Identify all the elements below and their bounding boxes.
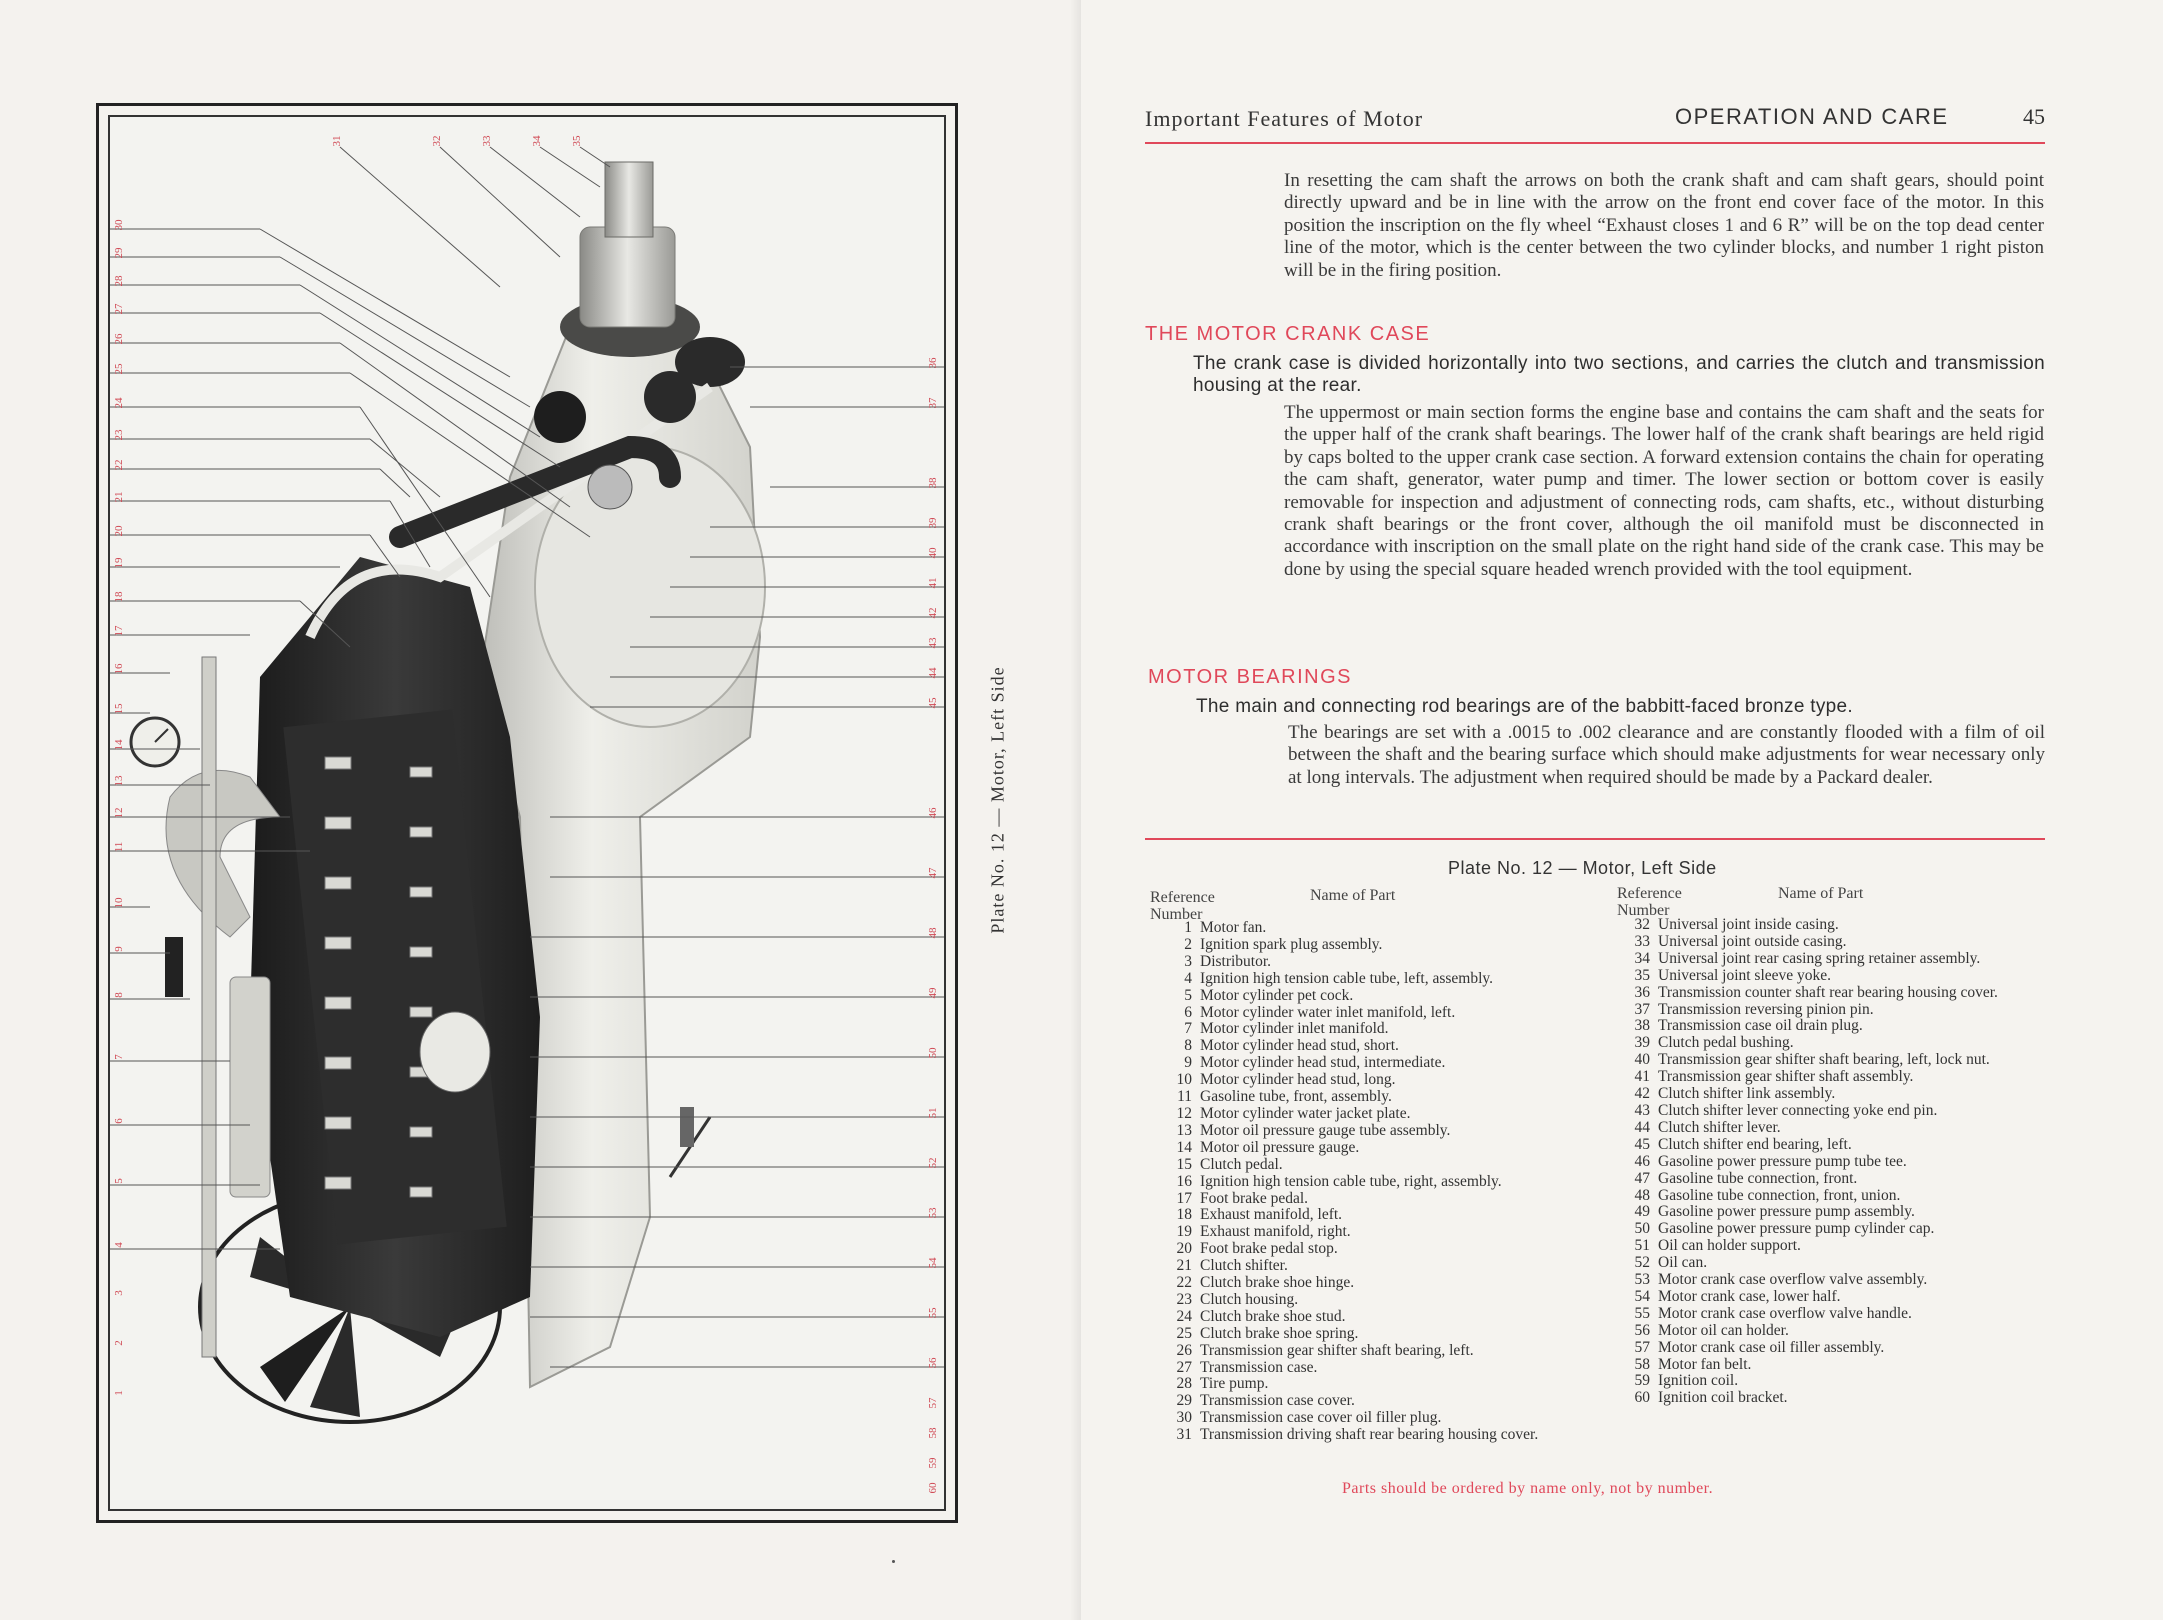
running-head-title: OPERATION AND CARE xyxy=(1675,104,1949,129)
part-reference-number: 55 xyxy=(1634,1304,1650,1322)
part-name: Clutch shifter lever connecting yoke end pin. xyxy=(1658,1101,1938,1119)
part-reference-number: 12 xyxy=(1176,1104,1192,1122)
parts-list-item xyxy=(1160,1376,1585,1393)
part-name: Gasoline power pressure pump tube tee. xyxy=(1658,1152,1907,1170)
callout-number: 38 xyxy=(927,477,939,489)
parts-list-item xyxy=(1618,1373,2050,1390)
callout-number: 49 xyxy=(927,987,939,999)
callout-number: 39 xyxy=(927,517,939,529)
part-reference-number: 37 xyxy=(1634,1000,1650,1018)
callout-number: 16 xyxy=(113,663,125,675)
part-name: Transmission counter shaft rear bearing housing cover. xyxy=(1658,983,1998,1001)
part-reference-number: 40 xyxy=(1634,1051,1650,1069)
part-reference-number: 46 xyxy=(1634,1152,1650,1170)
col-ref-label: Reference Number xyxy=(1617,885,1682,919)
col-head-name-left: Name of Part xyxy=(1310,887,1396,904)
part-reference-number: 34 xyxy=(1634,949,1650,967)
callout-number: 3 xyxy=(113,1290,125,1296)
part-reference-number: 32 xyxy=(1634,916,1650,933)
part-name: Universal joint sleeve yoke. xyxy=(1658,966,1832,984)
part-name: Gasoline tube connection, front, union. xyxy=(1658,1186,1901,1204)
callout-number: 57 xyxy=(927,1397,939,1409)
callout-number: 14 xyxy=(113,739,125,751)
part-name: Universal joint rear casing spring retainer assembly. xyxy=(1658,949,1981,967)
part-name: Motor cylinder head stud, short. xyxy=(1200,1037,1399,1055)
part-name: Ignition coil. xyxy=(1658,1372,1739,1390)
callout-number: 19 xyxy=(113,557,125,569)
parts-list-item xyxy=(1160,1072,1585,1089)
callout-number: 48 xyxy=(927,927,939,939)
left-page xyxy=(0,0,1081,1620)
callout-number: 15 xyxy=(113,703,125,715)
part-reference-number: 28 xyxy=(1176,1375,1192,1393)
part-name: Motor oil pressure gauge. xyxy=(1200,1138,1360,1156)
part-reference-number: 19 xyxy=(1176,1223,1192,1241)
parts-list-right xyxy=(1618,917,2050,1407)
col-head-name-right: Name of Part xyxy=(1778,885,1864,902)
parts-list-item xyxy=(1160,937,1585,954)
callout-number: 33 xyxy=(481,135,493,147)
col-ref-label: Reference Number xyxy=(1150,889,1215,923)
callout-number: 55 xyxy=(927,1307,939,1319)
callout-number: 6 xyxy=(113,1118,125,1124)
parts-list-item xyxy=(1618,968,2050,985)
parts-list-item xyxy=(1160,1275,1585,1292)
part-reference-number: 22 xyxy=(1176,1274,1192,1292)
callout-number: 40 xyxy=(927,547,939,559)
callout-number: 1 xyxy=(113,1390,125,1396)
part-name: Motor oil pressure gauge tube assembly. xyxy=(1200,1121,1451,1139)
callout-number: 50 xyxy=(927,1047,939,1059)
callout-number: 22 xyxy=(113,459,125,471)
parts-list-item xyxy=(1618,1323,2050,1340)
part-name: Ignition high tension cable tube, left, assembly. xyxy=(1200,969,1494,987)
parts-list-item xyxy=(1160,988,1585,1005)
part-reference-number: 16 xyxy=(1176,1172,1192,1190)
parts-list-item xyxy=(1160,1343,1585,1360)
parts-list-item xyxy=(1618,1255,2050,1272)
parts-list-item xyxy=(1160,1292,1585,1309)
parts-list-item xyxy=(1618,917,2050,934)
part-reference-number: 24 xyxy=(1176,1307,1192,1325)
part-name: Motor cylinder pet cock. xyxy=(1200,986,1354,1004)
part-name: Motor oil can holder. xyxy=(1658,1321,1789,1339)
running-head xyxy=(1145,102,2045,136)
part-name: Transmission case. xyxy=(1200,1358,1318,1376)
part-reference-number: 35 xyxy=(1634,966,1650,984)
plate-caption-text: Plate No. 12 — Motor, Left Side xyxy=(987,666,1008,934)
part-reference-number: 9 xyxy=(1184,1054,1192,1072)
part-name: Oil can. xyxy=(1658,1254,1708,1272)
part-name: Gasoline tube, front, assembly. xyxy=(1200,1088,1392,1106)
callout-number: 41 xyxy=(927,577,939,589)
parts-list-item xyxy=(1160,1140,1585,1157)
part-name: Transmission gear shifter shaft bearing, left, lock nut. xyxy=(1658,1051,1990,1069)
part-reference-number: 42 xyxy=(1634,1085,1650,1103)
callout-number: 52 xyxy=(927,1157,939,1169)
callout-number: 59 xyxy=(927,1457,939,1469)
part-name: Ignition spark plug assembly. xyxy=(1200,935,1383,953)
part-name: Ignition high tension cable tube, right, assembly. xyxy=(1200,1172,1502,1190)
part-reference-number: 25 xyxy=(1176,1324,1192,1342)
part-reference-number: 10 xyxy=(1176,1071,1192,1089)
parts-list-item xyxy=(1160,1174,1585,1191)
part-name: Clutch brake shoe spring. xyxy=(1200,1324,1359,1342)
callout-number: 13 xyxy=(113,775,125,787)
part-reference-number: 41 xyxy=(1634,1068,1650,1086)
parts-list-item xyxy=(1618,1035,2050,1052)
part-name: Motor crank case overflow valve assembly. xyxy=(1658,1271,1928,1289)
part-name: Clutch brake shoe stud. xyxy=(1200,1307,1346,1325)
part-reference-number: 45 xyxy=(1634,1135,1650,1153)
parts-list-item xyxy=(1618,1340,2050,1357)
part-reference-number: 43 xyxy=(1634,1101,1650,1119)
part-name: Transmission reversing pinion pin. xyxy=(1658,1000,1874,1018)
part-reference-number: 59 xyxy=(1634,1372,1650,1390)
part-name: Motor fan. xyxy=(1200,919,1267,936)
part-name: Motor crank case overflow valve handle. xyxy=(1658,1304,1912,1322)
parts-list-item xyxy=(1618,934,2050,951)
parts-list-item xyxy=(1618,985,2050,1002)
callout-number: 5 xyxy=(113,1178,125,1184)
part-reference-number: 15 xyxy=(1176,1155,1192,1173)
part-reference-number: 18 xyxy=(1176,1206,1192,1224)
callout-number: 44 xyxy=(927,667,939,679)
part-name: Clutch pedal. xyxy=(1200,1155,1283,1173)
part-name: Clutch shifter. xyxy=(1200,1257,1288,1275)
parts-list-item xyxy=(1618,1018,2050,1035)
callout-number: 36 xyxy=(927,357,939,369)
callout-number: 28 xyxy=(113,275,125,287)
part-name: Oil can holder support. xyxy=(1658,1237,1801,1255)
col-head-ref-right xyxy=(1617,885,1717,919)
parts-list-item xyxy=(1618,1154,2050,1171)
part-name: Clutch pedal bushing. xyxy=(1658,1034,1794,1052)
running-head-section: Important Features of Motor xyxy=(1145,106,1424,131)
callout-number: 60 xyxy=(927,1482,939,1494)
part-name: Clutch shifter lever. xyxy=(1658,1118,1781,1136)
part-reference-number: 49 xyxy=(1634,1203,1650,1221)
callout-number: 4 xyxy=(113,1242,125,1248)
callout-number: 11 xyxy=(113,841,125,853)
part-name: Exhaust manifold, right. xyxy=(1200,1223,1351,1241)
part-name: Gasoline power pressure pump assembly. xyxy=(1658,1203,1915,1221)
parts-list-item xyxy=(1618,1221,2050,1238)
part-name: Foot brake pedal stop. xyxy=(1200,1240,1338,1258)
parts-list-item xyxy=(1618,1204,2050,1221)
callout-number: 20 xyxy=(113,525,125,537)
parts-list-item xyxy=(1160,1410,1585,1427)
part-name: Clutch housing. xyxy=(1200,1290,1299,1308)
parts-list-item xyxy=(1160,1055,1585,1072)
parts-list-item xyxy=(1618,1137,2050,1154)
callout-number: 54 xyxy=(927,1257,939,1269)
part-reference-number: 17 xyxy=(1176,1189,1192,1207)
callout-number: 35 xyxy=(571,135,583,147)
parts-table-title: Plate No. 12 — Motor, Left Side xyxy=(1448,858,1717,878)
page-number: 45 xyxy=(2023,104,2045,129)
part-reference-number: 60 xyxy=(1634,1389,1650,1407)
part-name: Clutch shifter link assembly. xyxy=(1658,1085,1836,1103)
part-name: Motor cylinder head stud, intermediate. xyxy=(1200,1054,1446,1072)
crank-case-lead: The crank case is divided horizontally into two sections, and carries the clutch and transmission housing at the rear. xyxy=(1193,353,2045,396)
bearings-body: The bearings are set with a .0015 to .002 clearance and are constantly flooded with a film of oil between the shaft and the bearing surface which should make adjustments for wear necessary only at long intervals. The adjustment when required should be made by a Packard dealer. xyxy=(1288,722,2045,788)
parts-list-item xyxy=(1618,1052,2050,1069)
part-name: Gasoline tube connection, front. xyxy=(1658,1169,1858,1187)
part-reference-number: 38 xyxy=(1634,1017,1650,1035)
callout-number: 23 xyxy=(113,429,125,441)
callout-number: 10 xyxy=(113,897,125,909)
part-name: Motor cylinder water inlet manifold, left. xyxy=(1200,1003,1456,1021)
parts-list-item xyxy=(1618,1002,2050,1019)
parts-list-item xyxy=(1618,1188,2050,1205)
parts-list-item xyxy=(1160,1157,1585,1174)
parts-list-item xyxy=(1160,1106,1585,1123)
part-reference-number: 29 xyxy=(1176,1392,1192,1410)
part-reference-number: 31 xyxy=(1176,1426,1192,1444)
parts-list-item xyxy=(1618,1289,2050,1306)
parts-list-item xyxy=(1618,1086,2050,1103)
part-name: Universal joint inside casing. xyxy=(1658,916,1839,933)
part-reference-number: 48 xyxy=(1634,1186,1650,1204)
part-name: Universal joint outside casing. xyxy=(1658,932,1847,950)
part-name: Clutch brake shoe hinge. xyxy=(1200,1274,1355,1292)
part-name: Transmission case cover oil filler plug. xyxy=(1200,1409,1442,1427)
parts-list-item xyxy=(1160,1038,1585,1055)
part-reference-number: 36 xyxy=(1634,983,1650,1001)
part-reference-number: 6 xyxy=(1184,1003,1192,1021)
part-name: Motor crank case, lower half. xyxy=(1658,1287,1841,1305)
part-reference-number: 11 xyxy=(1177,1088,1192,1106)
parts-list-item xyxy=(1160,1326,1585,1343)
parts-list-item xyxy=(1160,920,1585,937)
plate-caption xyxy=(978,640,1018,960)
callout-number: 8 xyxy=(113,992,125,998)
parts-list-item xyxy=(1160,1309,1585,1326)
parts-footnote: Parts should be ordered by name only, not by number. xyxy=(1342,1480,1714,1497)
callout-number: 29 xyxy=(113,247,125,259)
parts-list-item xyxy=(1160,1089,1585,1106)
parts-list-item xyxy=(1160,954,1585,971)
part-reference-number: 27 xyxy=(1176,1358,1192,1376)
part-name: Motor fan belt. xyxy=(1658,1355,1752,1373)
callout-number: 24 xyxy=(113,397,125,409)
callout-number: 42 xyxy=(927,607,939,619)
intro-paragraph: In resetting the cam shaft the arrows on both the crank shaft and cam shaft gears, should point directly upward and be in line with the arrow on the front end cover face of the motor. In this position the inscription on the fly wheel “Exhaust closes 1 and 6 R” will be on the top dead center line of the motor, which is the center between the two cylinder blocks, and number 1 right piston will be in the firing position. xyxy=(1284,170,2044,281)
part-name: Ignition coil bracket. xyxy=(1658,1389,1788,1407)
callout-number: 32 xyxy=(431,135,443,147)
part-reference-number: 53 xyxy=(1634,1271,1650,1289)
parts-list-item xyxy=(1618,1306,2050,1323)
callout-number: 43 xyxy=(927,637,939,649)
parts-list-item xyxy=(1160,1191,1585,1208)
part-reference-number: 14 xyxy=(1176,1138,1192,1156)
parts-list-item xyxy=(1618,1120,2050,1137)
part-name: Transmission driving shaft rear bearing housing cover. xyxy=(1200,1426,1539,1444)
callout-number: 46 xyxy=(927,807,939,819)
parts-list-item xyxy=(1160,971,1585,988)
parts-list-item xyxy=(1618,1069,2050,1086)
callout-number: 37 xyxy=(927,397,939,409)
part-reference-number: 33 xyxy=(1634,932,1650,950)
plate-photo-frame xyxy=(108,115,946,1511)
part-reference-number: 52 xyxy=(1634,1254,1650,1272)
parts-list-item xyxy=(1618,1171,2050,1188)
section-rule xyxy=(1145,838,2045,840)
parts-list-item xyxy=(1160,1207,1585,1224)
part-reference-number: 20 xyxy=(1176,1240,1192,1258)
part-reference-number: 3 xyxy=(1184,952,1192,970)
callout-number: 2 xyxy=(113,1340,125,1346)
callout-number: 27 xyxy=(113,303,125,315)
part-name: Transmission gear shifter shaft bearing, left. xyxy=(1200,1341,1474,1359)
callout-number: 7 xyxy=(113,1054,125,1060)
part-reference-number: 21 xyxy=(1176,1257,1192,1275)
parts-list-item xyxy=(1160,1241,1585,1258)
part-name: Motor cylinder head stud, long. xyxy=(1200,1071,1396,1089)
motor-left-side-photo xyxy=(110,117,946,1511)
part-name: Gasoline power pressure pump cylinder cap. xyxy=(1658,1220,1935,1238)
part-reference-number: 58 xyxy=(1634,1355,1650,1373)
parts-list-item xyxy=(1160,1360,1585,1377)
callout-number: 53 xyxy=(927,1207,939,1219)
parts-list-item xyxy=(1618,1390,2050,1407)
part-name: Tire pump. xyxy=(1200,1375,1269,1393)
callout-number: 26 xyxy=(113,333,125,345)
part-reference-number: 23 xyxy=(1176,1290,1192,1308)
parts-list-item xyxy=(1160,1005,1585,1022)
part-reference-number: 4 xyxy=(1184,969,1192,987)
section-heading-crank-case: THE MOTOR CRANK CASE xyxy=(1145,323,1431,345)
callout-number: 47 xyxy=(927,867,939,879)
part-name: Motor crank case oil filler assembly. xyxy=(1658,1338,1885,1356)
part-reference-number: 13 xyxy=(1176,1121,1192,1139)
callout-number: 21 xyxy=(113,491,125,503)
part-reference-number: 51 xyxy=(1634,1237,1650,1255)
parts-list-item xyxy=(1160,1224,1585,1241)
part-name: Transmission gear shifter shaft assembly. xyxy=(1658,1068,1914,1086)
col-head-ref-left xyxy=(1150,889,1250,923)
parts-list-item xyxy=(1618,1357,2050,1374)
part-reference-number: 54 xyxy=(1634,1287,1650,1305)
parts-list-item xyxy=(1160,1021,1585,1038)
callout-number: 51 xyxy=(927,1107,939,1119)
callout-number: 9 xyxy=(113,946,125,952)
part-reference-number: 56 xyxy=(1634,1321,1650,1339)
parts-list-item xyxy=(1618,1103,2050,1120)
parts-list-item xyxy=(1160,1123,1585,1140)
part-reference-number: 47 xyxy=(1634,1169,1650,1187)
part-reference-number: 1 xyxy=(1184,919,1192,936)
callout-number: 12 xyxy=(113,807,125,819)
part-name: Transmission case cover. xyxy=(1200,1392,1355,1410)
parts-list-item xyxy=(1618,951,2050,968)
part-reference-number: 50 xyxy=(1634,1220,1650,1238)
callout-number: 58 xyxy=(927,1427,939,1439)
part-reference-number: 8 xyxy=(1184,1037,1192,1055)
callout-number: 25 xyxy=(113,363,125,375)
part-reference-number: 44 xyxy=(1634,1118,1650,1136)
parts-list-item xyxy=(1618,1272,2050,1289)
part-name: Clutch shifter end bearing, left. xyxy=(1658,1135,1852,1153)
section-heading-bearings: MOTOR BEARINGS xyxy=(1148,666,1352,688)
part-reference-number: 5 xyxy=(1184,986,1192,1004)
parts-list-item xyxy=(1160,1427,1585,1444)
parts-list-left xyxy=(1160,920,1585,1444)
callout-number: 17 xyxy=(113,625,125,637)
parts-list-item xyxy=(1160,1258,1585,1275)
callout-number: 34 xyxy=(531,135,543,147)
crank-case-body: The uppermost or main section forms the engine base and contains the cam shaft and the seats for the upper half of the crank shaft bearings. The lower half of the crank shaft bearings are held rigid by caps bolted to the upper crank case section. A forward extension contains the chain for operating the cam shaft, generator, water pump and timer. The lower section or bottom cover is easily removable for inspection and adjustment of connecting rods, cam shafts, etc., without disturbing crank shaft bearings or the front cover, although the oil manifold must be disconnected in accordance with inscription on the small plate on the right hand side of the crank case. This may be done by using the special square headed wrench provided with the tool equipment. xyxy=(1284,402,2044,580)
part-name: Exhaust manifold, left. xyxy=(1200,1206,1343,1224)
part-name: Motor cylinder inlet manifold. xyxy=(1200,1020,1389,1038)
part-reference-number: 57 xyxy=(1634,1338,1650,1356)
parts-list-item xyxy=(1160,1393,1585,1410)
part-name: Foot brake pedal. xyxy=(1200,1189,1309,1207)
part-name: Motor cylinder water jacket plate. xyxy=(1200,1104,1411,1122)
callout-number: 18 xyxy=(113,591,125,603)
bearings-lead: The main and connecting rod bearings are of the babbitt-faced bronze type. xyxy=(1196,696,1853,717)
part-reference-number: 7 xyxy=(1184,1020,1192,1038)
header-rule xyxy=(1145,142,2045,144)
part-name: Distributor. xyxy=(1200,952,1272,970)
part-name: Transmission case oil drain plug. xyxy=(1658,1017,1863,1035)
page-speck xyxy=(892,1560,895,1563)
part-reference-number: 30 xyxy=(1176,1409,1192,1427)
callout-number: 30 xyxy=(113,219,125,231)
callout-number: 45 xyxy=(927,697,939,709)
part-reference-number: 39 xyxy=(1634,1034,1650,1052)
callout-number: 56 xyxy=(927,1357,939,1369)
parts-list-item xyxy=(1618,1238,2050,1255)
part-reference-number: 2 xyxy=(1184,935,1192,953)
callout-number: 31 xyxy=(331,135,343,147)
part-reference-number: 26 xyxy=(1176,1341,1192,1359)
